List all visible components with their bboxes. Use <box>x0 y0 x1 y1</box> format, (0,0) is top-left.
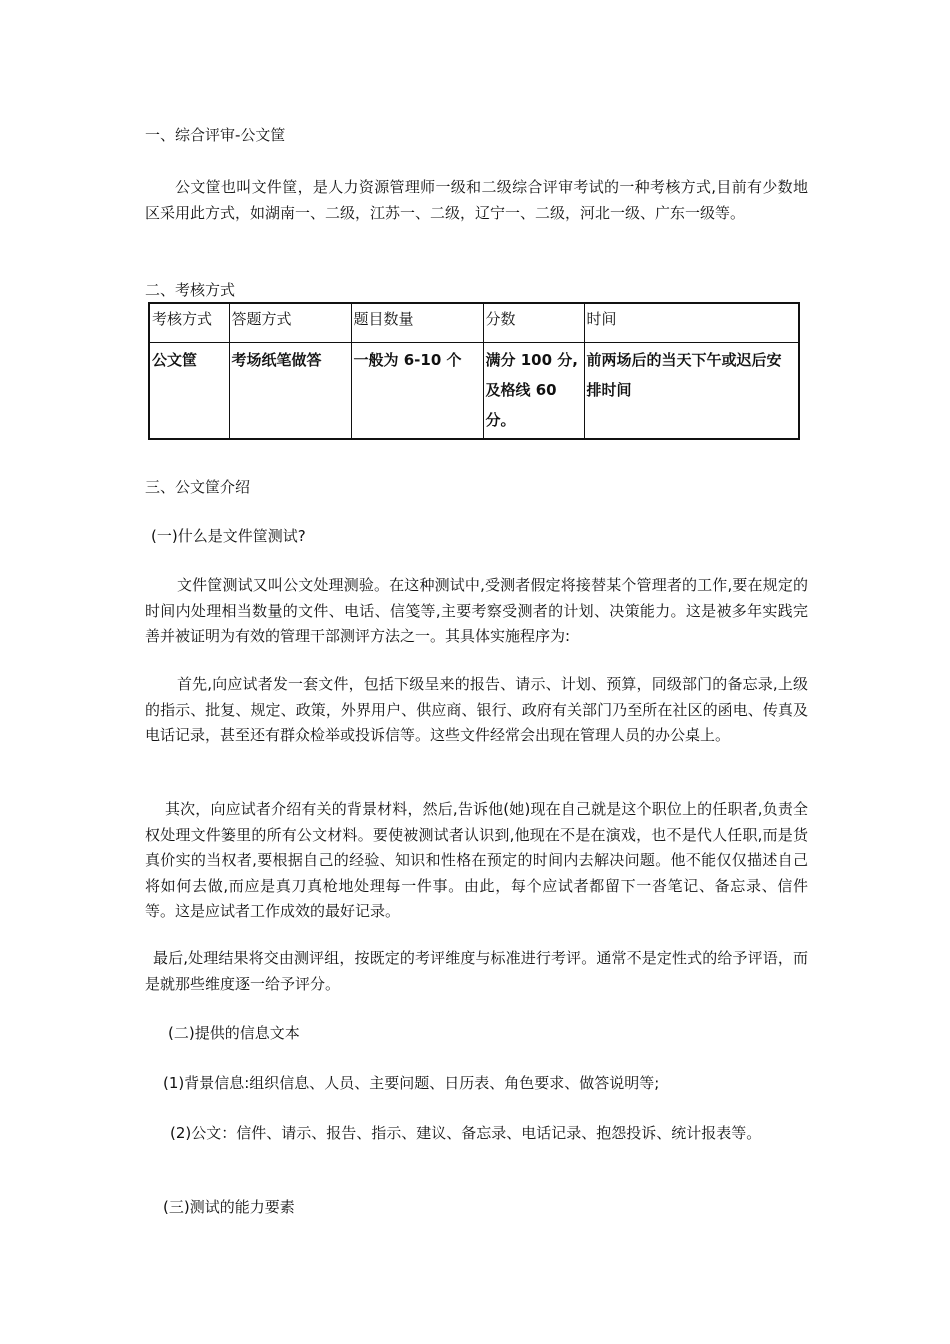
table-row <box>149 343 799 440</box>
section2-heading: 二、考核方式 <box>145 281 236 299</box>
paragraph-second: 其次，向应试者介绍有关的背景材料，然后,告诉他(她)现在自己就是这个职位上的任职者,负责全权处理文件篓里的所有公文材料。要使被测试者认识到,他现在不是在演戏，也不是代人任职,而是货真价实的当权者,要根据自己的经验、知识和性格在预定的时间内去解决问题。他不能仅仅描述自己将如何去做,而应是真刀真枪地处理每一件事。由此，每个应试者都留下一沓笔记、备忘录、信件等。这是应试者工作成效的最好记录。 <box>145 800 808 920</box>
table-header-cell: 分数 <box>483 303 584 343</box>
table-cell: 考场纸笔做答 <box>229 343 351 440</box>
section1-paragraph: 公文筐也叫文件筐，是人力资源管理师一级和二级综合评审考试的一种考核方式,目前有少数地区采用此方式，如湖南一、二级，江苏一、二级，辽宁一、二级，河北一级、广东一级等。 <box>145 178 808 222</box>
subheading-info-texts: (二)提供的信息文本 <box>168 1024 300 1042</box>
table-cell: 公文筐 <box>149 343 229 440</box>
paragraph-first: 首先,向应试者发一套文件，包括下级呈来的报告、请示、计划、预算，同级部门的备忘录,上级的指示、批复、规定、政策，外界用户、供应商、银行、政府有关部门乃至所在社区的函电、传真及电话记录，甚至还有群众检举或投诉信等。这些文件经常会出现在管理人员的办公桌上。 <box>145 675 808 744</box>
exam-format-table <box>148 302 800 440</box>
table-cell: 满分 100 分,及格线 60 分。 <box>483 343 584 440</box>
table-header-cell: 答题方式 <box>229 303 351 343</box>
paragraph-definition: 文件筐测试又叫公文处理测验。在这种测试中,受测者假定将接替某个管理者的工作,要在规定的时间内处理相当数量的文件、电话、信笺等,主要考察受测者的计划、决策能力。这是被多年实践完善并被证明为有效的管理干部测评方法之一。其具体实施程序为: <box>145 576 808 645</box>
table-cell: 前两场后的当天下午或迟后安排时间 <box>584 343 799 440</box>
table-header-row <box>149 303 799 343</box>
table-header-cell: 考核方式 <box>149 303 229 343</box>
subheading-what-is: (一)什么是文件筐测试? <box>151 527 306 545</box>
section3-heading: 三、公文筐介绍 <box>145 478 251 496</box>
paragraph-last: 最后,处理结果将交由测评组，按既定的考评维度与标准进行考评。通常不是定性式的给予评语，而是就那些维度逐一给予评分。 <box>145 949 808 993</box>
table-header-cell: 时间 <box>584 303 799 343</box>
section1-heading: 一、综合评审-公文筐 <box>145 126 286 144</box>
list-item-documents: (2)公文：信件、请示、报告、指示、建议、备忘录、电话记录、抱怨投诉、统计报表等。 <box>170 1124 762 1142</box>
table-header-cell: 题目数量 <box>351 303 483 343</box>
subheading-ability-factors: (三)测试的能力要素 <box>163 1198 295 1216</box>
list-item-background: (1)背景信息:组织信息、人员、主要问题、日历表、角色要求、做答说明等; <box>163 1074 660 1092</box>
table-cell: 一般为 6-10 个 <box>351 343 483 440</box>
